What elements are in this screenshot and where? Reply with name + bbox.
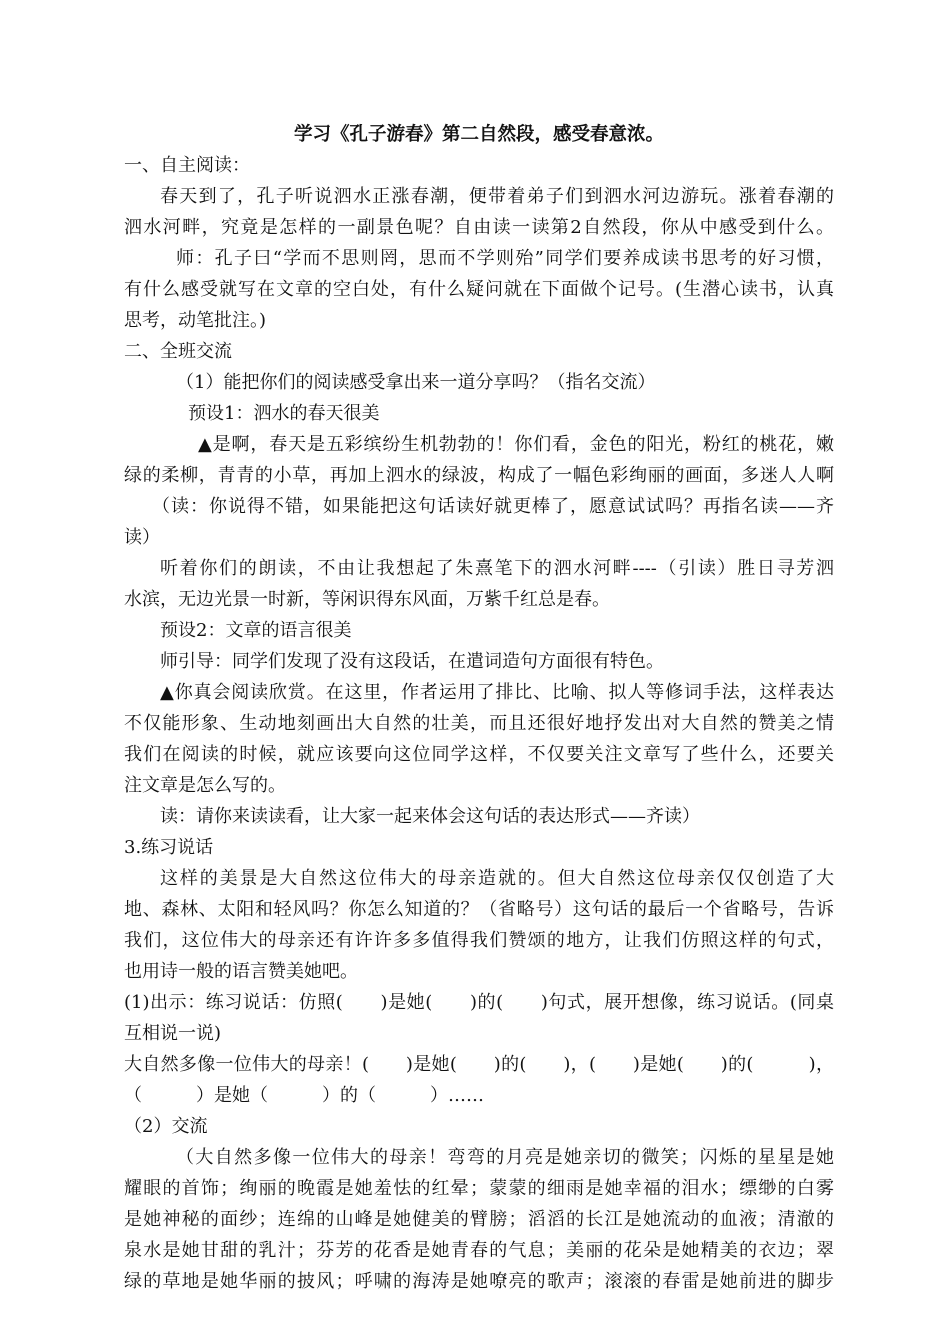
paragraph-line: 泗水河畔，究竟是怎样的一副景色呢？自由读一读第2自然段，你从中感受到什么。: [124, 217, 834, 238]
paragraph-line: ▲是啊，春天是五彩缤纷生机勃勃的！你们看，金色的阳光，粉红的桃花，嫩: [198, 434, 834, 455]
paragraph-line: 读）: [124, 527, 160, 548]
section-heading-class-discussion: 二、全班交流: [124, 341, 232, 362]
paragraph-line: 是她神秘的面纱；连绵的山峰是她健美的臂膀；滔滔的长江是她流动的血液；清澈的: [124, 1209, 834, 1230]
paragraph-line: 这样的美景是大自然这位伟大的母亲造就的。但大自然这位母亲仅仅创造了大: [160, 868, 834, 889]
paragraph-line: ▲你真会阅读欣赏。在这里，作者运用了排比、比喻、拟人等修词手法，这样表达: [160, 682, 834, 703]
paragraph-line: 师：孔子曰“学而不思则罔，思而不学则殆”同学们要养成读书思考的好习惯，: [176, 248, 834, 269]
section-heading-speaking-practice: 3.练习说话: [124, 837, 214, 858]
paragraph-line: 绿的草地是她华丽的披风；呼啸的海涛是她嘹亮的歌声；滚滚的春雷是她前进的脚步: [124, 1271, 834, 1292]
paragraph-line: 我们，这位伟大的母亲还有许许多多值得我们赞颂的地方，让我们仿照这样的句式，: [124, 930, 834, 951]
paragraph-line: （大自然多像一位伟大的母亲！弯弯的月亮是她亲切的微笑；闪烁的星星是她: [176, 1147, 834, 1168]
paragraph-line: 听着你们的朗读，不由让我想起了朱熹笔下的泗水河畔----（引读）胜日寻芳泗: [160, 558, 834, 579]
section-heading-self-reading: 一、自主阅读：: [124, 155, 250, 176]
paragraph-line: 地、森林、太阳和轻风吗？你怎么知道的？（省略号）这句话的最后一个省略号，告诉: [124, 899, 834, 920]
paragraph-line: 春天到了，孔子听说泗水正涨春潮，便带着弟子们到泗水河边游玩。涨着春潮的: [160, 186, 834, 207]
paragraph-line: 大自然多像一位伟大的母亲！( )是她( )的( )，( )是她( )的( )，: [124, 1054, 834, 1075]
paragraph-line: (1)出示：练习说话：仿照( )是她( )的( )句式，展开想像，练习说话。(同桌: [124, 992, 834, 1013]
paragraph-line: 绿的柔柳，青青的小草，再加上泗水的绿波，构成了一幅色彩绚丽的画面，多迷人人啊: [124, 465, 834, 486]
document-title: 学习《孔子游春》第二自然段，感受春意浓。: [293, 124, 664, 145]
paragraph-line: （读：你说得不错，如果能把这句话读好就更棒了，愿意试试吗？再指名读——齐: [152, 496, 834, 517]
preset-heading-2: 预设2：文章的语言很美: [160, 620, 352, 641]
paragraph-line: 有什么感受就写在文章的空白处，有什么疑问就在下面做个记号。(生潜心读书，认真: [124, 279, 834, 300]
paragraph-line: 泉水是她甘甜的乳汁；芬芳的花香是她青春的气息；美丽的花朵是她精美的衣边；翠: [124, 1240, 834, 1261]
paragraph-line: 不仅能形象、生动地刻画出大自然的壮美，而且还很好地抒发出对大自然的赞美之情: [124, 713, 834, 734]
document-page: [124, 120, 834, 1297]
paragraph-line: （1）能把你们的阅读感受拿出来一道分享吗？（指名交流）: [176, 372, 656, 393]
paragraph-line: 互相说一说): [124, 1023, 222, 1044]
subsection-heading-exchange: （2）交流: [124, 1116, 208, 1137]
paragraph-line: 水滨，无边光景一时新，等闲识得东风面，万紫千红总是春。: [124, 589, 610, 610]
paragraph-line: 注文章是怎么写的。: [124, 775, 286, 796]
paragraph-line: 读：请你来读读看，让大家一起来体会这句话的表达形式——齐读）: [160, 806, 700, 827]
paragraph-line: 耀眼的首饰；绚丽的晚霞是她羞怯的红晕；蒙蒙的细雨是她幸福的泪水；缥缈的白雾: [124, 1178, 834, 1199]
paragraph-line: （ ）是她（ ）的（ ）……: [124, 1085, 484, 1106]
paragraph-line: 思考，动笔批注。): [124, 310, 267, 331]
paragraph-line: 师引导：同学们发现了没有这段话，在遣词造句方面很有特色。: [160, 651, 664, 672]
preset-heading-1: 预设1：泗水的春天很美: [188, 403, 380, 424]
paragraph-line: 也用诗一般的语言赞美她吧。: [124, 961, 358, 982]
paragraph-line: 我们在阅读的时候，就应该要向这位同学这样，不仅要关注文章写了些什么，还要关: [124, 744, 834, 765]
